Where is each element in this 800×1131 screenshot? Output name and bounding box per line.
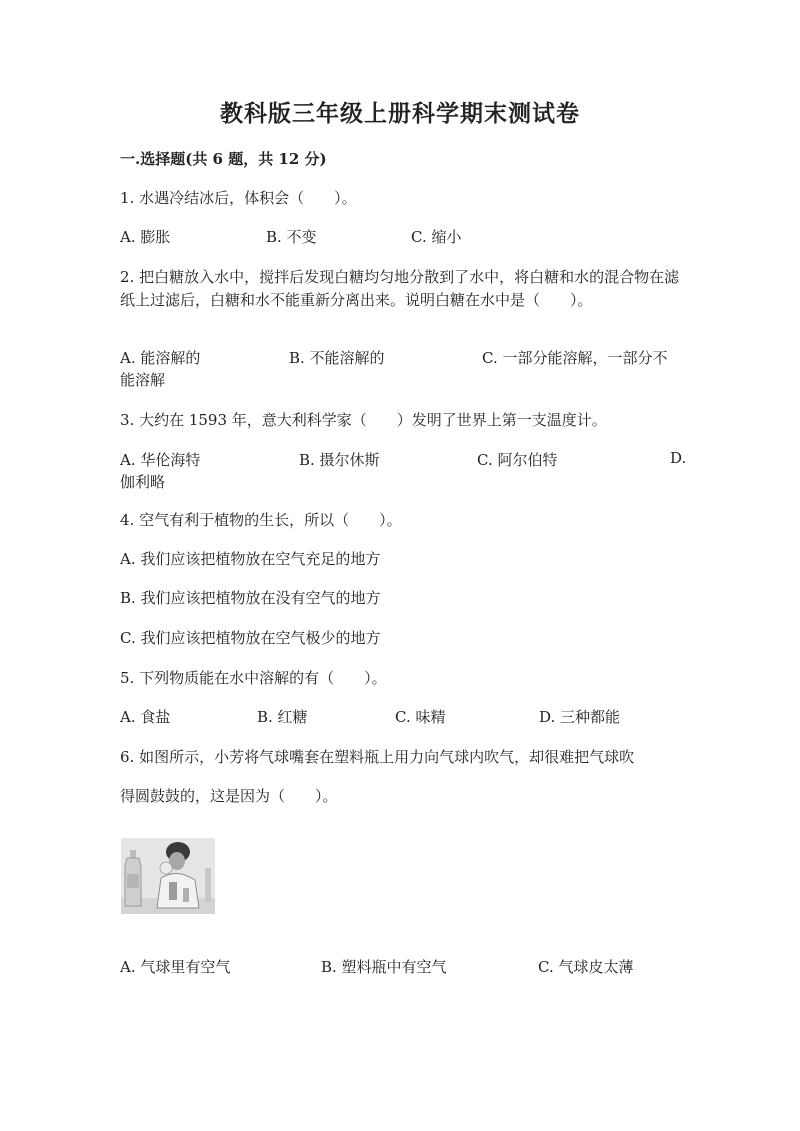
question-2-stem: 2. 把白糖放入水中，搅拌后发现白糖均匀地分散到了水中，将白糖和水的混合物在滤纸上过滤后，白糖和水不能重新分离出来。说明白糖在水中是（ ）。 [120,268,680,309]
question-3-options [120,449,690,471]
q1-option-a: A. 膨胀 [120,228,171,246]
balloon-bottle-photo [121,838,215,914]
q2-option-b: B. 不能溶解的 [289,349,385,367]
question-6-options [120,956,690,978]
q6-option-a: A. 气球里有空气 [120,958,231,976]
q4-option-b: B. 我们应该把植物放在没有空气的地方 [120,589,381,607]
section-heading: 一.选择题(共 6 题，共 12 分) [120,150,327,168]
q3-option-d: D. [670,449,687,467]
q4-option-a: A. 我们应该把植物放在空气充足的地方 [120,550,381,568]
q2-option-c-continued: 能溶解 [120,371,166,389]
q4-option-c: C. 我们应该把植物放在空气极少的地方 [120,629,381,647]
q1-option-b: B. 不变 [266,228,317,246]
photo-illustration [121,838,215,914]
question-2-options [120,347,690,369]
question-4-stem: 4. 空气有利于植物的生长，所以（ ）。 [120,511,402,529]
question-6-stem-line-1: 6. 如图所示，小芳将气球嘴套在塑料瓶上用力向气球内吹气，却很难把气球吹 [120,748,635,766]
q3-option-c: C. 阿尔伯特 [477,451,558,469]
q3-option-a: A. 华伦海特 [120,451,201,469]
question-6-stem-line-2: 得圆鼓鼓的，这是因为（ ）。 [120,787,338,805]
question-5-stem: 5. 下列物质能在水中溶解的有（ ）。 [120,669,387,687]
question-5-options [120,706,690,728]
q2-option-a: A. 能溶解的 [120,349,201,367]
q5-option-b: B. 红糖 [257,708,308,726]
q5-option-a: A. 食盐 [120,708,171,726]
question-3-stem: 3. 大约在 1593 年，意大利科学家（ ）发明了世界上第一支温度计。 [120,411,607,429]
q2-option-c: C. 一部分能溶解，一部分不 [482,349,668,367]
q6-option-b: B. 塑料瓶中有空气 [321,958,447,976]
q5-option-d: D. 三种都能 [539,708,621,726]
page-title: 教科版三年级上册科学期末测试卷 [220,100,580,127]
q3-option-b: B. 摄尔休斯 [299,451,380,469]
q3-option-d-continued: 伽利略 [120,473,166,491]
q5-option-c: C. 味精 [395,708,446,726]
question-1-options [120,226,690,248]
q6-option-c: C. 气球皮太薄 [538,958,634,976]
question-1-stem: 1. 水遇冷结冰后，体积会（ ）。 [120,189,357,207]
q1-option-c: C. 缩小 [411,228,462,246]
